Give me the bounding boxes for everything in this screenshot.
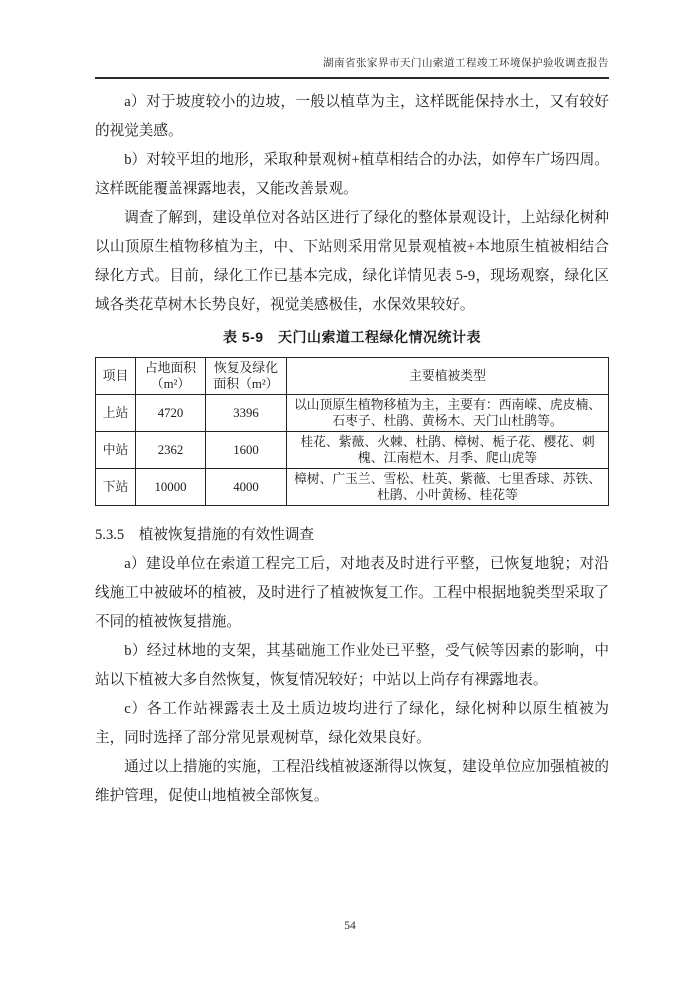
table-header-row (96, 358, 609, 395)
cell-station: 上站 (96, 395, 136, 432)
table-row-lower-station (96, 469, 609, 506)
column-header-area: 占地面积（m²） (136, 358, 206, 395)
section-heading-5-3-5: 5.3.5 植被恢复措施的有效性调查 (95, 527, 314, 543)
paragraph-slope-a: a）对于坡度较小的边坡，一般以植草为主，这样既能保持水土，又有较好的视觉美感。 (95, 94, 609, 139)
cell-station: 下站 (96, 469, 136, 506)
cell-restored: 4000 (206, 469, 287, 506)
cell-restored: 3396 (206, 395, 287, 432)
paragraph-restore-c: c）各工作站裸露表土及土质边坡均进行了绿化，绿化树种以原生植被为主，同时选择了部分常见景观树草，绿化效果良好。 (95, 701, 609, 746)
cell-area: 4720 (136, 395, 206, 432)
cell-restored: 1600 (206, 432, 287, 469)
paragraph-summary: 通过以上措施的实施，工程沿线植被逐渐得以恢复，建设单位应加强植被的维护管理，促使山地植被全部恢复。 (95, 759, 609, 804)
column-header-vegetation: 主要植被类型 (287, 358, 609, 395)
page-content (95, 56, 609, 811)
cell-area: 2362 (136, 432, 206, 469)
table-row-upper-station (96, 395, 609, 432)
paragraph-restore-a: a）建设单位在索道工程完工后，对地表及时进行平整，已恢复地貌；对沿线施工中被破坏的植被，及时进行了植被恢复工作。工程中根据地貌类型采取了不同的植被恢复措施。 (95, 556, 609, 630)
cell-vegetation: 樟树、广玉兰、雪松、杜英、紫薇、七里香球、苏铁、杜鹃、小叶黄杨、桂花等 (287, 469, 609, 506)
running-header-title: 湖南省张家界市天门山索道工程竣工环境保护验收调查报告 (323, 58, 609, 69)
paragraph-restore-b: b）经过林地的支架，其基础施工作业处已平整，受气候等因素的影响，中站以下植被大多自然恢复，恢复情况较好；中站以上尚存有裸露地表。 (95, 643, 609, 688)
page-number: 54 (344, 920, 356, 932)
running-header (95, 56, 609, 79)
paragraph-terrain-b: b）对较平坦的地形，采取种景观树+植草相结合的办法，如停车广场四周。这样既能覆盖裸露地表，又能改善景观。 (95, 152, 609, 197)
table-caption: 表 5-9 天门山索道工程绿化情况统计表 (222, 329, 482, 345)
greening-statistics-table (95, 357, 609, 506)
cell-vegetation: 以山顶原生植物移植为主，主要有：西南嵘、虎皮楠、石枣子、杜鹃、黄杨木、天门山杜鹃等。 (287, 395, 609, 432)
body-text (95, 88, 609, 811)
cell-station: 中站 (96, 432, 136, 469)
cell-area: 10000 (136, 469, 206, 506)
table-row-middle-station (96, 432, 609, 469)
column-header-item: 项目 (96, 358, 136, 395)
column-header-restored-area: 恢复及绿化面积（m²） (206, 358, 287, 395)
cell-vegetation: 桂花、紫薇、火棘、杜鹃、樟树、栀子花、樱花、刺槐、江南桤木、月季、爬山虎等 (287, 432, 609, 469)
paragraph-survey: 调查了解到，建设单位对各站区进行了绿化的整体景观设计，上站绿化树种以山顶原生植物移植为主，中、下站则采用常见景观植被+本地原生植被相结合绿化方式。目前，绿化工作已基本完成，绿化详情见表 5-9，现场观察，绿化区域各类花草树木长势良好，视觉美感极佳，水保效果较好。 (95, 210, 609, 313)
